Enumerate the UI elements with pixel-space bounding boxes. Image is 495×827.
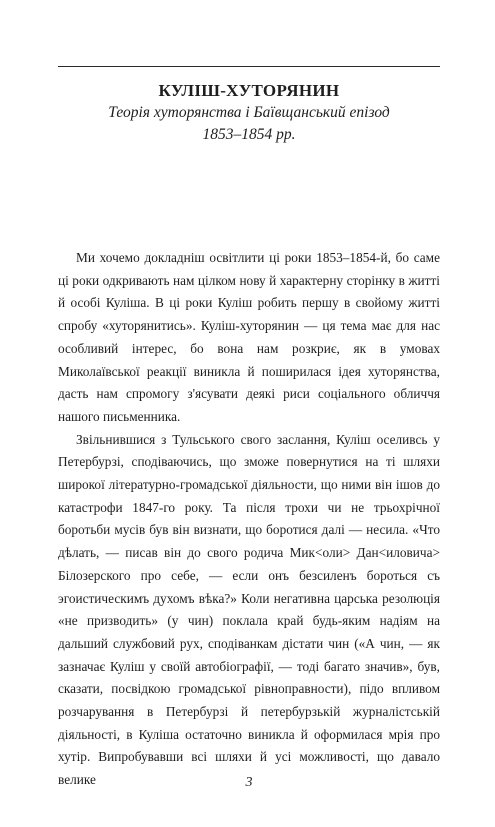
chapter-title: КУЛІШ-ХУТОРЯНИН	[158, 81, 340, 100]
chapter-subtitle-line-2: 1853–1854 рр.	[202, 126, 296, 143]
chapter-subtitle-line-1: Теорія хуторянства і Баївщанський епізод	[108, 104, 390, 121]
body-text	[58, 247, 440, 792]
page-number: 3	[245, 775, 253, 790]
paragraph-1: Ми хочемо докладніш освітлити ці роки 1853–1854-й, бо саме ці роки одкривають нам цілком нову й характерну сторінку в житті й особі Куліша. В ці роки Куліш робить першу в свойому житті спробу «хуторянитись». Куліш-хуторянин — ця тема має для нас особливий інтерес, бо вона нам розкриє, як в умовах Миколаївської реакції виникла й поширилася ідея хуторянства, дасть нам спромогу з'ясувати деякі риси соціального обличчя нашого письменника.	[58, 250, 440, 424]
top-divider	[58, 66, 440, 67]
paragraph-2: Звільнившися з Тульського свого заслання, Куліш оселивсь у Петербурзі, сподіваючись, що зможе повернутися на ті шляхи широкої літературно-громадської діяльности, що ними він ішов до катастрофи 1847-го року. Та після трохи чи не трьохрічної боротьби мусів був він визнати, що боротися далі — несила. «Что дѣлать, — писав він до свого родича Мик<оли> Дан<иловича> Білозерского про себе, — если онъ безсиленъ бороться съ эгоистическимъ духомъ вѣка?» Коли негативна царська резолюція «не призводить» (у чин) поклала край будь-яким надіям на дальший службовий рух, сподіванкам дістати чин («А чин, — як зазначає Куліш у своїй автобіографії, — тоді багато значив», був, сказати, посвідкою громадської рівноправности), підо впливом розчарування в Петербурзі й петербурзькій журналістській діяльності, в Куліша остаточно виникла й оформилася мрія про хутір. Випробувавши всі шляхи й усі можливості, що давало велике	[58, 431, 440, 788]
chapter-heading	[58, 80, 440, 146]
